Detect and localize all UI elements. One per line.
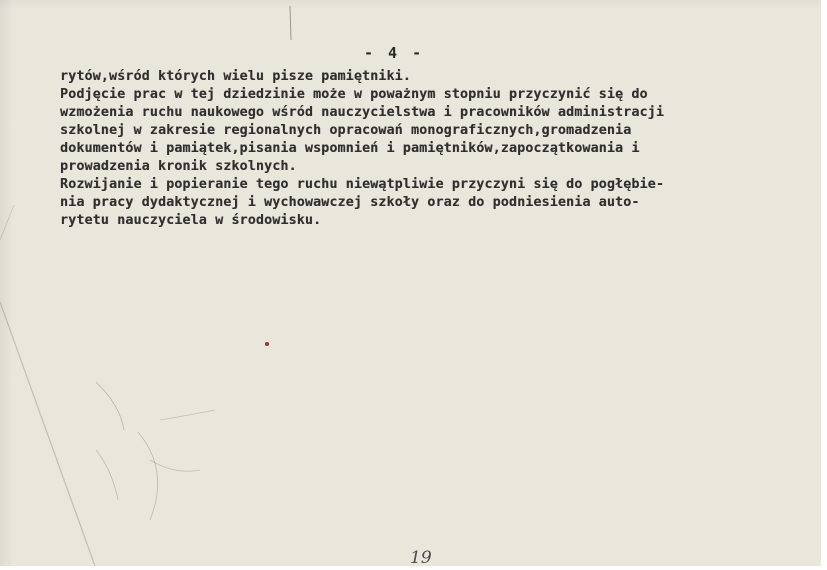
page-number: - 4 -	[364, 44, 425, 62]
handwritten-sheet-number: 19	[410, 548, 432, 566]
ink-dot	[265, 342, 269, 346]
text-line: szkolnej w zakresie regionalnych opracowań monograficznych,gromadzenia	[60, 123, 632, 138]
text-line: rytów,wśród których wielu pisze pamiętniki.	[60, 69, 411, 84]
text-line: rytetu nauczyciela w środowisku.	[60, 213, 322, 228]
text-line: wzmożenia ruchu naukowego wśród nauczycielstwa i pracowników administracji	[60, 105, 664, 120]
text-line: nia pracy dydaktycznej i wychowawczej szkoły oraz do podniesienia auto-	[60, 195, 640, 210]
typed-text-block	[60, 68, 664, 230]
text-line: prowadzenia kronik szkolnych.	[60, 159, 297, 174]
text-line: Rozwijanie i popieranie tego ruchu niewątpliwie przyczyni się do pogłębie-	[60, 177, 664, 192]
text-line: Podjęcie prac w tej dziedzinie może w poważnym stopniu przyczynić się do	[60, 87, 648, 102]
text-line: dokumentów i pamiątek,pisania wspomnień i pamiętników,zapoczątkowania i	[60, 141, 640, 156]
scan-margin	[821, 0, 827, 570]
